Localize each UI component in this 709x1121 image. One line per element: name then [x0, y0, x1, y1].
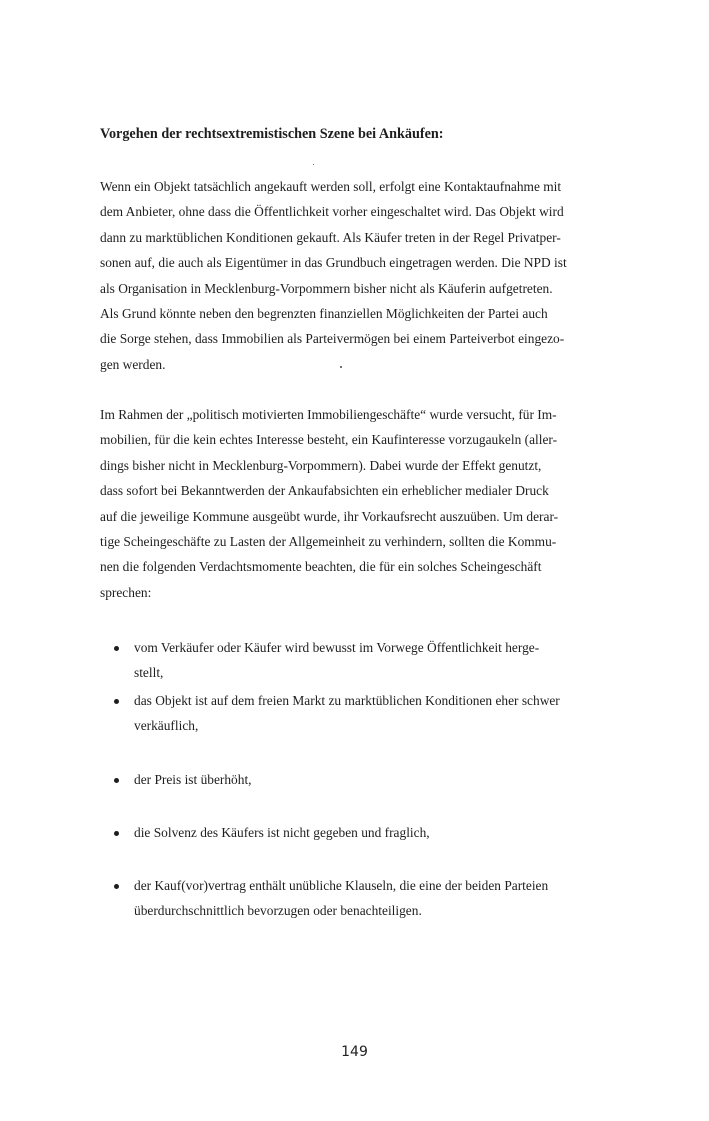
- text-line: stellt,: [134, 665, 164, 681]
- paragraph-purchase-procedure: [100, 174, 612, 377]
- list-item-text: [134, 873, 612, 924]
- text-line: nen die folgenden Verdachtsmomente beachten, die für ein solches Scheingeschäft: [100, 559, 542, 575]
- text-line: die Solvenz des Käufers ist nicht gegeben und fraglich,: [134, 825, 430, 840]
- text-line: dings bisher nicht in Mecklenburg-Vorpommern). Dabei wurde der Effekt genutzt,: [100, 457, 542, 473]
- text-line: Wenn ein Objekt tatsächlich angekauft werden soll, erfolgt eine Kontaktaufnahme mit: [100, 179, 562, 194]
- text-line: gen werden.: [100, 356, 166, 372]
- bullet-icon: [114, 831, 119, 836]
- text-line: sprechen:: [100, 584, 152, 600]
- list-item-text: [134, 767, 612, 792]
- text-line: überdurchschnittlich bevorzugen oder benachteiligen.: [134, 903, 422, 919]
- bullet-icon: [114, 646, 119, 651]
- text-line: verkäuflich,: [134, 718, 199, 734]
- scan-speck: [340, 366, 342, 368]
- text-line: mobilien, für die kein echtes Interesse besteht, ein Kaufinteresse vorzugaukeln (aller-: [100, 432, 558, 448]
- text-line: Im Rahmen der „politisch motivierten Immobiliengeschäfte“ wurde versucht, für Im-: [100, 407, 557, 422]
- text-line: der Kauf(vor)vertrag enthält unübliche Klauseln, die eine der beiden Parteien: [134, 878, 549, 893]
- text-line: dem Anbieter, ohne dass die Öffentlichkeit vorher eingeschaltet wird. Das Objekt wird: [100, 204, 564, 220]
- text-line: als Organisation in Mecklenburg-Vorpommern bisher nicht als Käuferin aufgetreten.: [100, 280, 553, 296]
- text-line: Als Grund könnte neben den begrenzten finanziellen Möglichkeiten der Partei auch: [100, 305, 548, 321]
- text-line: das Objekt ist auf dem freien Markt zu marktüblichen Konditionen eher schwer: [134, 693, 560, 708]
- text-line: die Sorge stehen, dass Immobilien als Parteivermögen bei einem Parteiverbot eingezo-: [100, 331, 565, 347]
- page-number: 149: [341, 1044, 368, 1060]
- text-line: sonen auf, die auch als Eigentümer in das Grundbuch eingetragen werden. Die NPD ist: [100, 255, 567, 271]
- paragraph-sham-transactions: [100, 402, 612, 605]
- text-line: dann zu marktüblichen Konditionen gekauft. Als Käufer treten in der Regel Privatper-: [100, 229, 561, 245]
- text-line: dass sofort bei Bekanntwerden der Ankaufabsichten ein erheblicher medialer Druck: [100, 483, 549, 499]
- text-line: der Preis ist überhöht,: [134, 772, 252, 787]
- section-heading: Vorgehen der rechtsextremistischen Szene bei Ankäufen:: [100, 126, 444, 142]
- scan-speck: [313, 164, 314, 165]
- bullet-icon: [114, 699, 119, 704]
- text-line: vom Verkäufer oder Käufer wird bewusst im Vorwege Öffentlichkeit herge-: [134, 640, 540, 655]
- bullet-icon: [114, 884, 119, 889]
- text-line: auf die jeweilige Kommune ausgeübt wurde, ihr Vorkaufsrecht auszuüben. Um derar-: [100, 508, 559, 524]
- list-item-text: [134, 635, 612, 686]
- bullet-icon: [114, 778, 119, 783]
- list-item-text: [134, 820, 612, 845]
- list-item-text: [134, 688, 612, 739]
- text-line: tige Scheingeschäfte zu Lasten der Allgemeinheit zu verhindern, sollten die Kommu-: [100, 533, 557, 549]
